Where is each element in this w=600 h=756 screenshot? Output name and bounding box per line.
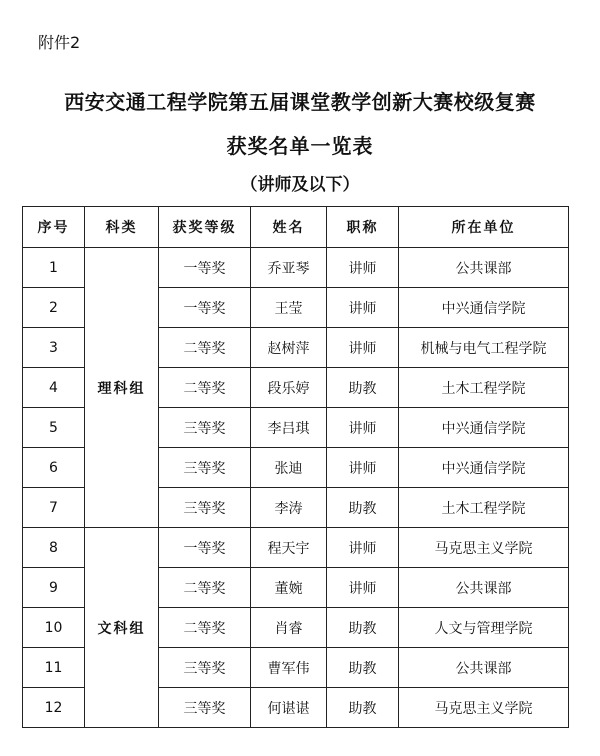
cell-serial: 7 <box>23 488 85 528</box>
cell-award-level: 三等奖 <box>159 688 251 728</box>
cell-job-title: 助教 <box>327 488 399 528</box>
cell-unit: 机械与电气工程学院 <box>399 328 569 368</box>
cell-category-group: 文科组 <box>85 528 159 728</box>
cell-name: 肖睿 <box>251 608 327 648</box>
cell-serial: 12 <box>23 688 85 728</box>
cell-serial: 8 <box>23 528 85 568</box>
cell-name: 曹军伟 <box>251 648 327 688</box>
header-name: 姓名 <box>251 207 327 248</box>
header-unit: 所在单位 <box>399 207 569 248</box>
cell-award-level: 三等奖 <box>159 648 251 688</box>
attachment-label: 附件2 <box>38 33 81 52</box>
cell-award-level: 二等奖 <box>159 328 251 368</box>
cell-award-level: 三等奖 <box>159 488 251 528</box>
cell-unit: 马克思主义学院 <box>399 688 569 728</box>
cell-serial: 1 <box>23 248 85 288</box>
cell-job-title: 讲师 <box>327 288 399 328</box>
table-row <box>23 528 569 568</box>
cell-award-level: 二等奖 <box>159 568 251 608</box>
awards-table <box>22 206 569 728</box>
cell-name: 王莹 <box>251 288 327 328</box>
cell-unit: 公共课部 <box>399 648 569 688</box>
cell-award-level: 三等奖 <box>159 448 251 488</box>
cell-award-level: 二等奖 <box>159 608 251 648</box>
header-award-level: 获奖等级 <box>159 207 251 248</box>
cell-name: 董婉 <box>251 568 327 608</box>
cell-serial: 4 <box>23 368 85 408</box>
cell-serial: 3 <box>23 328 85 368</box>
cell-job-title: 助教 <box>327 648 399 688</box>
table-body <box>23 248 569 728</box>
cell-name: 何谌谌 <box>251 688 327 728</box>
cell-award-level: 一等奖 <box>159 288 251 328</box>
cell-job-title: 助教 <box>327 608 399 648</box>
document-title: 西安交通工程学院第五届课堂教学创新大赛校级复赛 <box>64 90 536 114</box>
cell-unit: 公共课部 <box>399 568 569 608</box>
cell-name: 程天宇 <box>251 528 327 568</box>
cell-name: 乔亚琴 <box>251 248 327 288</box>
document-title-line2: 获奖名单一览表 <box>226 134 374 158</box>
cell-serial: 11 <box>23 648 85 688</box>
cell-award-level: 一等奖 <box>159 248 251 288</box>
cell-category-group: 理科组 <box>85 248 159 528</box>
header-category: 科类 <box>85 207 159 248</box>
cell-serial: 6 <box>23 448 85 488</box>
cell-name: 李涛 <box>251 488 327 528</box>
cell-unit: 马克思主义学院 <box>399 528 569 568</box>
cell-unit: 中兴通信学院 <box>399 408 569 448</box>
cell-job-title: 助教 <box>327 368 399 408</box>
cell-serial: 5 <box>23 408 85 448</box>
cell-name: 张迪 <box>251 448 327 488</box>
cell-job-title: 助教 <box>327 688 399 728</box>
cell-award-level: 三等奖 <box>159 408 251 448</box>
table-row <box>23 248 569 288</box>
cell-unit: 中兴通信学院 <box>399 448 569 488</box>
cell-job-title: 讲师 <box>327 248 399 288</box>
cell-unit: 土木工程学院 <box>399 368 569 408</box>
cell-job-title: 讲师 <box>327 448 399 488</box>
cell-award-level: 二等奖 <box>159 368 251 408</box>
cell-name: 段乐婷 <box>251 368 327 408</box>
cell-serial: 10 <box>23 608 85 648</box>
cell-serial: 2 <box>23 288 85 328</box>
cell-job-title: 讲师 <box>327 328 399 368</box>
cell-unit: 公共课部 <box>399 248 569 288</box>
cell-serial: 9 <box>23 568 85 608</box>
cell-unit: 中兴通信学院 <box>399 288 569 328</box>
cell-job-title: 讲师 <box>327 408 399 448</box>
cell-job-title: 讲师 <box>327 568 399 608</box>
cell-unit: 土木工程学院 <box>399 488 569 528</box>
header-job-title: 职称 <box>327 207 399 248</box>
cell-name: 李吕琪 <box>251 408 327 448</box>
cell-award-level: 一等奖 <box>159 528 251 568</box>
cell-job-title: 讲师 <box>327 528 399 568</box>
cell-name: 赵树萍 <box>251 328 327 368</box>
document-subtitle: （讲师及以下） <box>240 175 360 195</box>
header-serial: 序号 <box>23 207 85 248</box>
table-header-row <box>23 207 569 248</box>
cell-unit: 人文与管理学院 <box>399 608 569 648</box>
